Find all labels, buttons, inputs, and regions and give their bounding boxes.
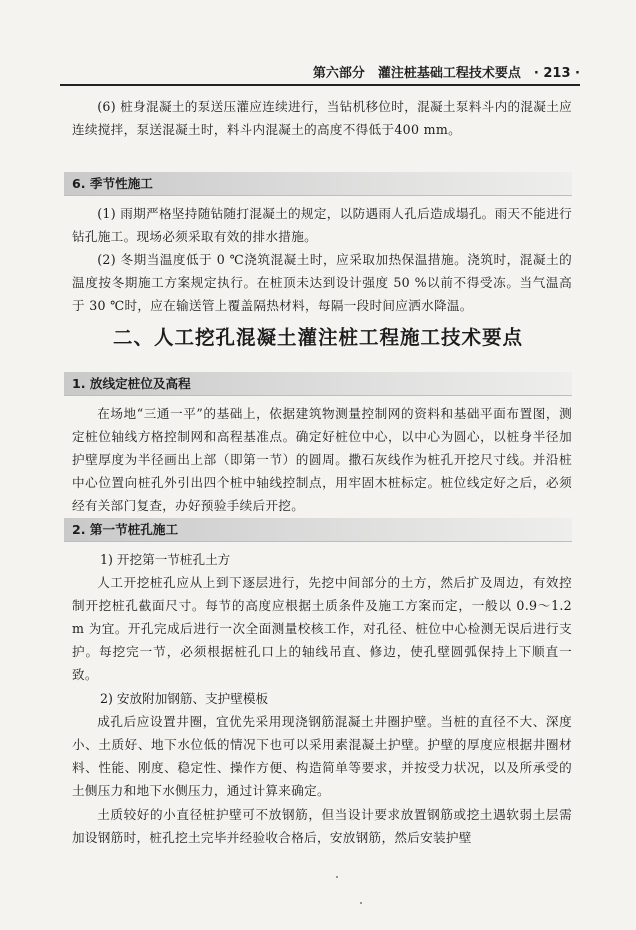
paragraph-pump-concrete: (6) 桩身混凝土的泵送压灌应连续进行，当钻机移位时，混凝土泵料斗内的混凝土应连续搅拌，泵送混凝土时，料斗内混凝土的高度不得低于400 mm。 (72, 99, 572, 137)
scan-speck (360, 902, 362, 904)
chapter-title: 二、人工挖孔混凝土灌注桩工程施工技术要点 (112, 326, 523, 349)
subheading-rebar-formwork: 2) 安放附加钢筋、支护壁模板 (100, 691, 269, 706)
section-heading-first-segment: 2. 第一节桩孔施工 (64, 518, 572, 542)
running-head: 第六部分 灌注桩基础工程技术要点 · 213 · (312, 66, 580, 81)
paragraph-excavation: 人工开挖桩孔应从上到下逐层进行，先挖中间部分的土方，然后扩及周边，有效控制开挖桩孔截面尺寸。每节的高度应根据土质条件及施工方案而定，一般以 0.9～1.2 m 为宜。开孔完成后进行一次全面测量校核工作，对孔径、桩位中心检测无误后进行支护。每挖完一节，必须根据桩孔口上的轴线吊直、修边，使孔壁圆弧保持上下顺直一致。 (72, 575, 572, 682)
paragraph-layout: 在场地“三通一平”的基础上，依据建筑物测量控制网的资料和基础平面布置图，测定桩位轴线方格控制网和高程基准点。确定好桩位中心，以中心为圆心，以桩身半径加护壁厚度为半径画出上部（即第一节）的圆周。撒石灰线作为桩孔开挖尺寸线。并沿桩中心位置向桩孔外引出四个桩中轴线控制点，用牢固木桩标定。桩位线定好之后，必须经有关部门复查，办好预验手续后开挖。 (72, 406, 572, 513)
paragraph-rainy-season: (1) 雨期严格坚持随钻随打混凝土的规定，以防遇雨人孔后造成塌孔。雨天不能进行钻孔施工。现场必须采取有效的排水措施。 (72, 206, 572, 244)
section-heading-seasonal: 6. 季节性施工 (64, 172, 572, 196)
scan-speck (336, 876, 338, 878)
paragraph-winter: (2) 冬期当温度低于 0 ℃浇筑混凝土时，应采取加热保温措施。浇筑时，混凝土的温度按冬期施工方案规定执行。在桩顶未达到设计强度 50 %以前不得受冻。当气温高于 30 ℃时，应在输送管上覆盖隔热材料，每隔一段时间应洒水降温。 (72, 252, 572, 313)
subheading-excavation: 1) 开挖第一节桩孔土方 (100, 552, 231, 567)
paragraph-small-diameter: 土质较好的小直径桩护壁可不放钢筋，但当设计要求放置钢筋或挖土遇软弱土层需加设钢筋时，桩孔挖土完毕并经验收合格后，安放钢筋，然后安装护壁 (72, 807, 572, 845)
paragraph-well-ring: 成孔后应设置井圈，宜优先采用现浇钢筋混凝土井圈护壁。当桩的直径不大、深度小、土质好、地下水位低的情况下也可以采用素混凝土护壁。护壁的厚度应根据井圈材料、性能、刚度、稳定性、操作方便、构造简单等要求，并按受力状况，以及所承受的土侧压力和地下水侧压力，通过计算来确定。 (72, 714, 572, 798)
header-rule (60, 84, 580, 86)
section-heading-layout: 1. 放线定桩位及高程 (64, 372, 572, 396)
